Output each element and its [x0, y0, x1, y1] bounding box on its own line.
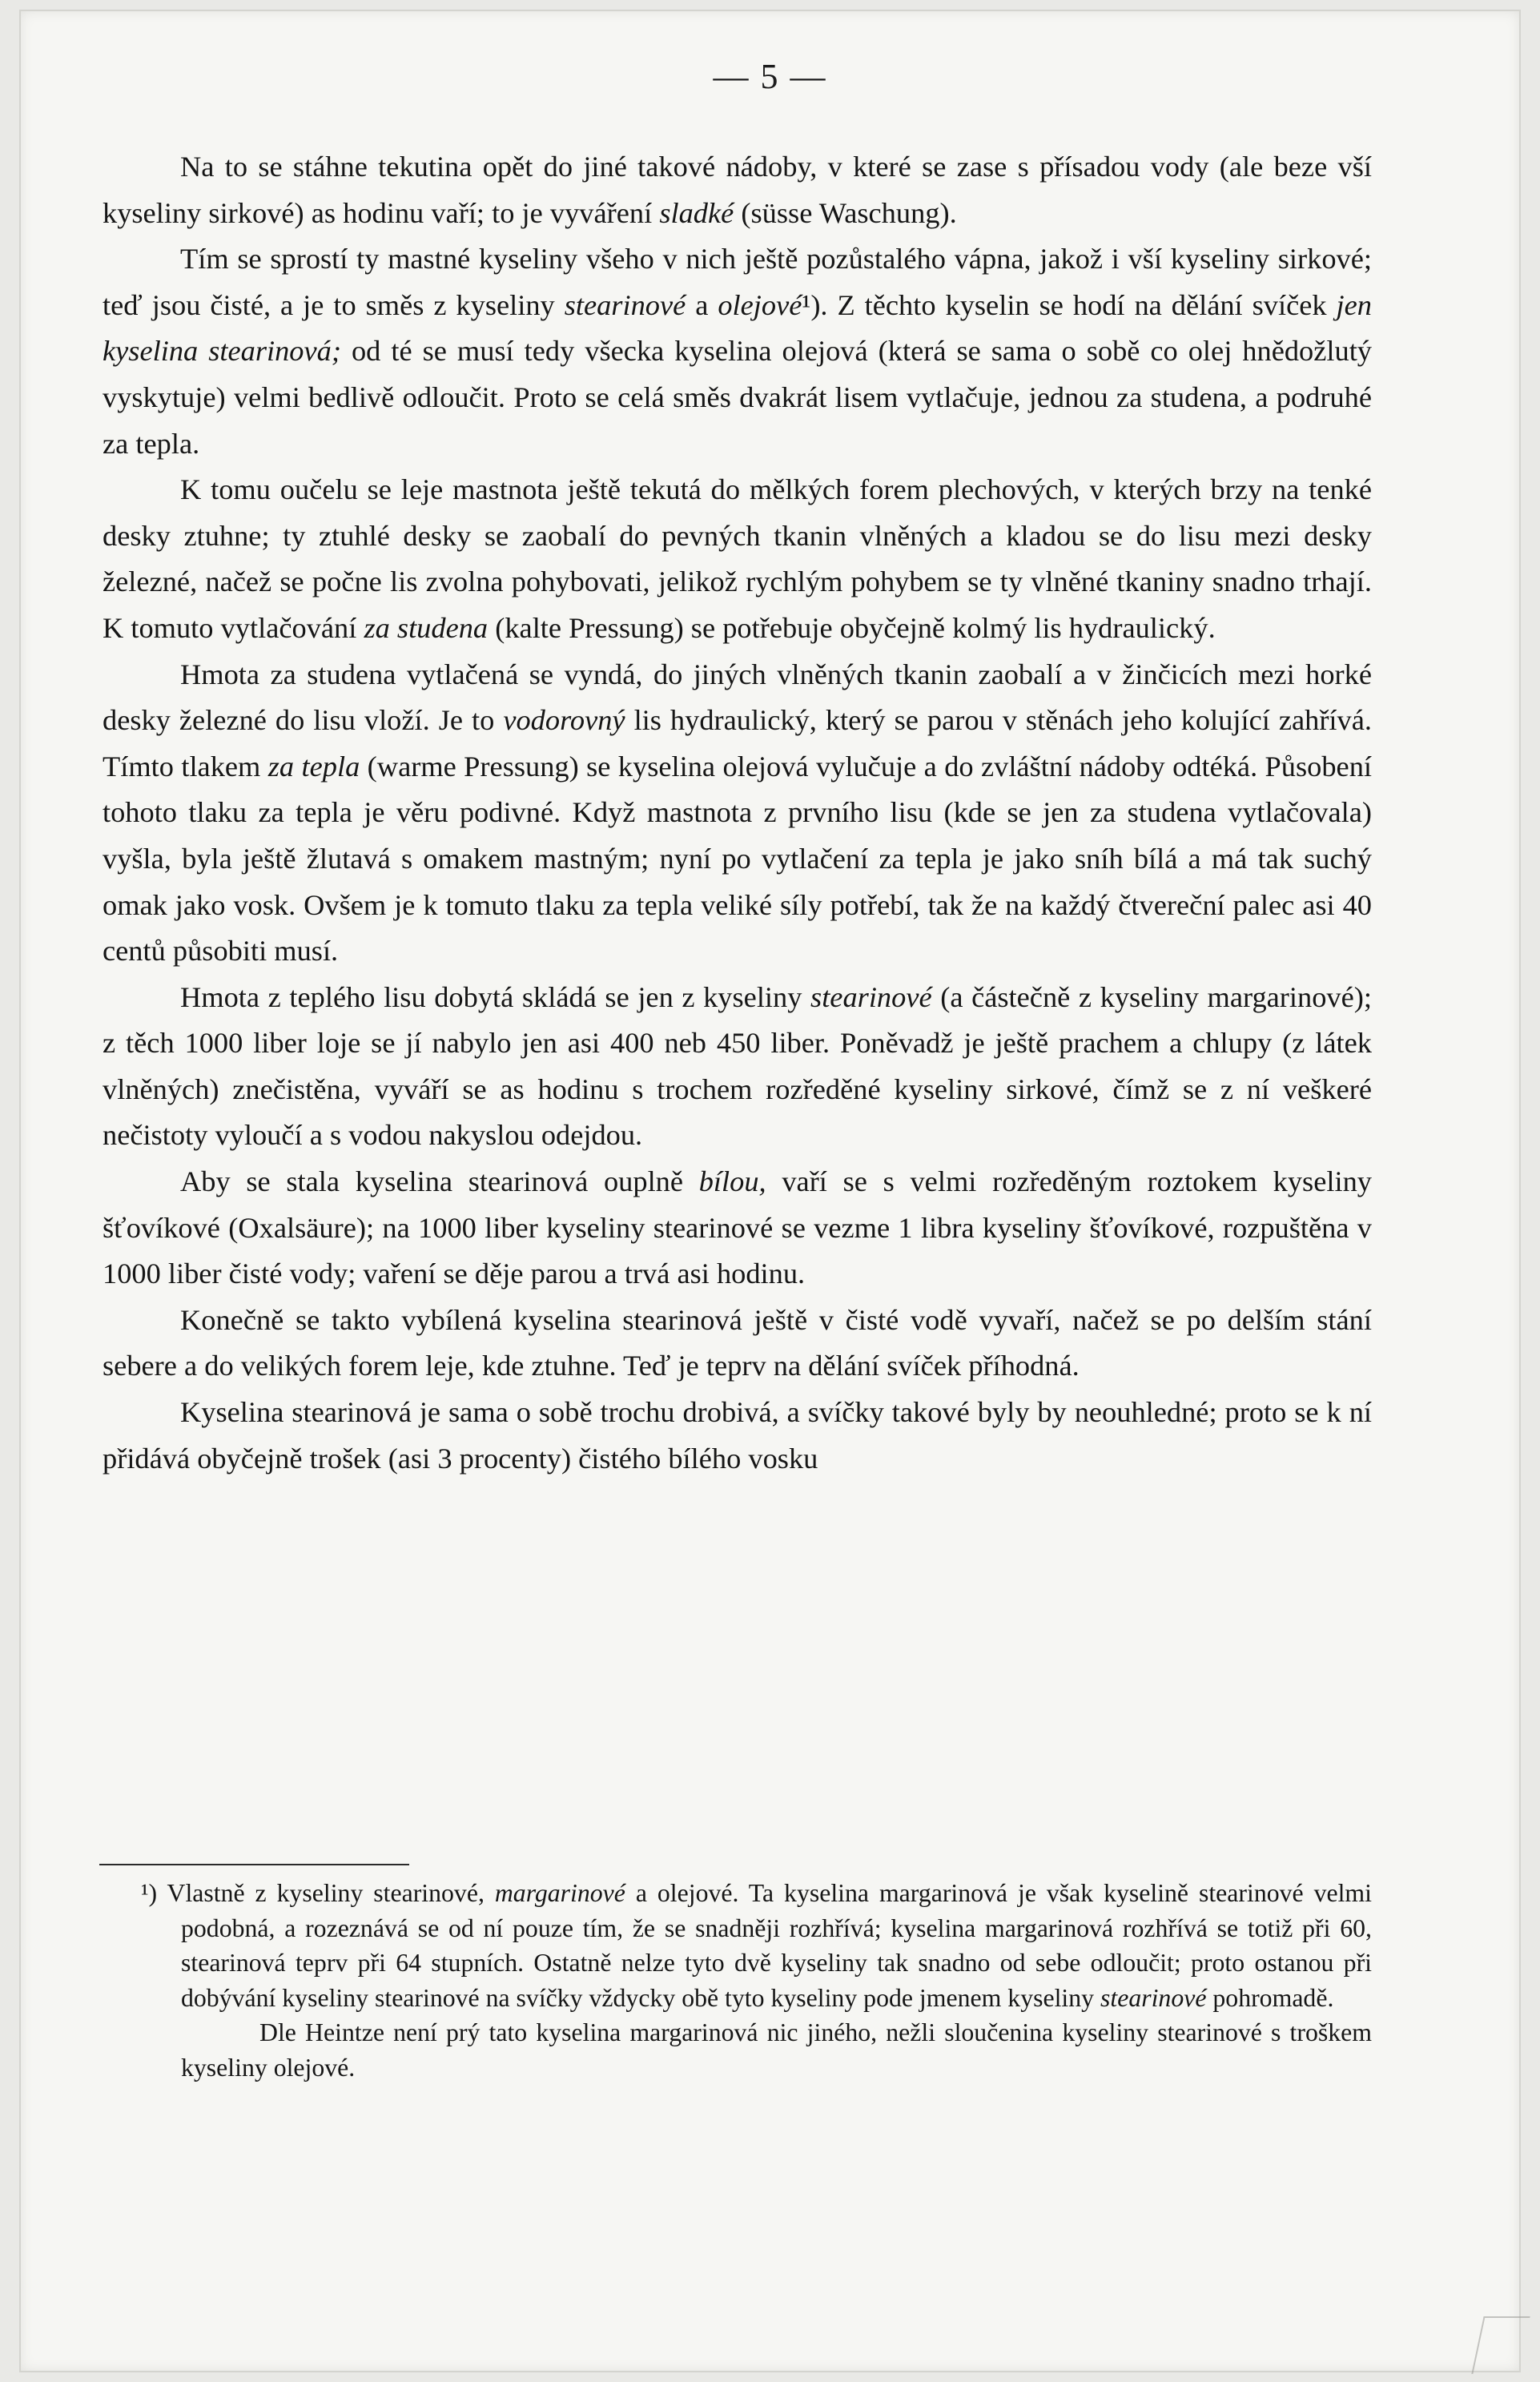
- paragraph-3: K tomu oučelu se leje mastnota ještě tekutá do mělkých forem plechových, v kterých brzy na tenké desky ztuhne; ty ztuhlé desky se zaobalí do pevných tkanin vlněných a kladou se do lisu mezi desky železné, načež se počne lis zvolna pohybovati, jelikož rychlým pohybem se ty vlněné tkaniny snadno trhají. K tomuto vytlačování za studena (kalte Pressung) se potřebuje obyčejně kolmý lis hydraulický.: [103, 473, 1372, 644]
- paragraph-2: Tím se sprostí ty mastné kyseliny všeho v nich ještě pozůstalého vápna, jakož i vší kyseliny sirkové; teď jsou čisté, a je to směs z kyseliny stearinové a olejové¹). Z těchto kyselin se hodí na dělání svíček jen kyselina stearinová; od té se musí tedy všecka kyselina olejová (která se sama o sobě co olej hnědožlutý vyskytuje) velmi bedlivě odloučit. Proto se celá směs dvakrát lisem vytlačuje, jednou za studena, a podruhé za tepla.: [103, 243, 1372, 460]
- page-number: — 5 —: [713, 57, 827, 96]
- footnote-1: ¹) Vlastně z kyseliny stearinové, margarinové a olejové. Ta kyselina margarinová je však kyselině stearinové velmi podobná, a rozeznává se od ní pouze tím, že se snadněji rozhřívá; kyselina margarinová rozhřívá se totiž při 60, stearinová teprv při 64 stupních. Ostatně nelze tyto dvě kyseliny tak snadno od sebe odloučit; proto ostanou při dobývání kyseliny stearinové na svíčky vždycky obě tyto kyseliny pode jmenem kyseliny stearinové pohromadě.: [141, 1879, 1372, 2012]
- paragraph-7: Konečně se takto vybílená kyselina stearinová ještě v čisté vodě vyvaří, načež se po delším stání sebere a do velikých forem leje, kde ztuhne. Teď je teprv na dělání svíček příhodná.: [103, 1303, 1372, 1382]
- paragraph-6: Aby se stala kyselina stearinová ouplně bílou, vaří se s velmi rozředěným roztokem kyseliny šťovíkové (Oxalsäure); na 1000 liber kyseliny stearinové se vezme 1 libra kyseliny šťovíkové, rozpuštěna v 1000 liber čisté vody; vaření se děje parou a trvá asi hodinu.: [103, 1165, 1372, 1290]
- paragraph-4: Hmota za studena vytlačená se vyndá, do jiných vlněných tkanin zaobalí a v žinčicích mezi horké desky železné do lisu vloží. Je to vodorovný lis hydraulický, který se parou v stěnách jeho kolující zahřívá. Tímto tlakem za tepla (warme Pressung) se kyselina olejová vylučuje a do zvláštní nádoby odtéká. Působení tohoto tlaku za tepla je věru podivné. Když mastnota z prvního lisu (kde se jen za studena vytlačovala) vyšla, byla ještě žlutavá s omakem mastným; nyní po vytlačení za tepla je jako sníh bílá a má tak suchý omak jako vosk. Ovšem je k tomuto tlaku za tepla veliké síly potřebí, tak že na každý čtvereční palec asi 40 centů působiti musí.: [103, 658, 1372, 968]
- paragraph-1: Na to se stáhne tekutina opět do jiné takové nádoby, v které se zase s přísadou vody (ale beze vší kyseliny sirkové) as hodinu vaří; to je vyváření sladké (süsse Waschung).: [103, 151, 1372, 229]
- footnote-marker: ¹): [141, 1879, 158, 1907]
- body-text: [103, 144, 1372, 1482]
- footnotes: [103, 1876, 1372, 2086]
- footnote-divider: [99, 1864, 409, 1865]
- footnote-1-continuation: Dle Heintze není prý tato kyselina margarinová nic jiného, nežli sloučenina kyseliny stearinové s troškem kyseliny olejové.: [181, 2018, 1372, 2082]
- paragraph-8: Kyselina stearinová je sama o sobě trochu drobivá, a svíčky takové byly by neouhledné; proto se k ní přidává obyčejně trošek (asi 3 procenty) čistého bílého vosku: [103, 1396, 1372, 1475]
- paragraph-5: Hmota z teplého lisu dobytá skládá se jen z kyseliny stearinové (a částečně z kyseliny margarinové); z těch 1000 liber loje se jí nabylo jen asi 400 neb 450 liber. Poněvadž je ještě prachem a chlupy (z látek vlněných) znečistěna, vyváří se as hodinu s trochem rozředěné kyseliny sirkové, čímž se z ní veškeré nečistoty vyloučí a s vodou nakyslou odejdou.: [103, 980, 1372, 1152]
